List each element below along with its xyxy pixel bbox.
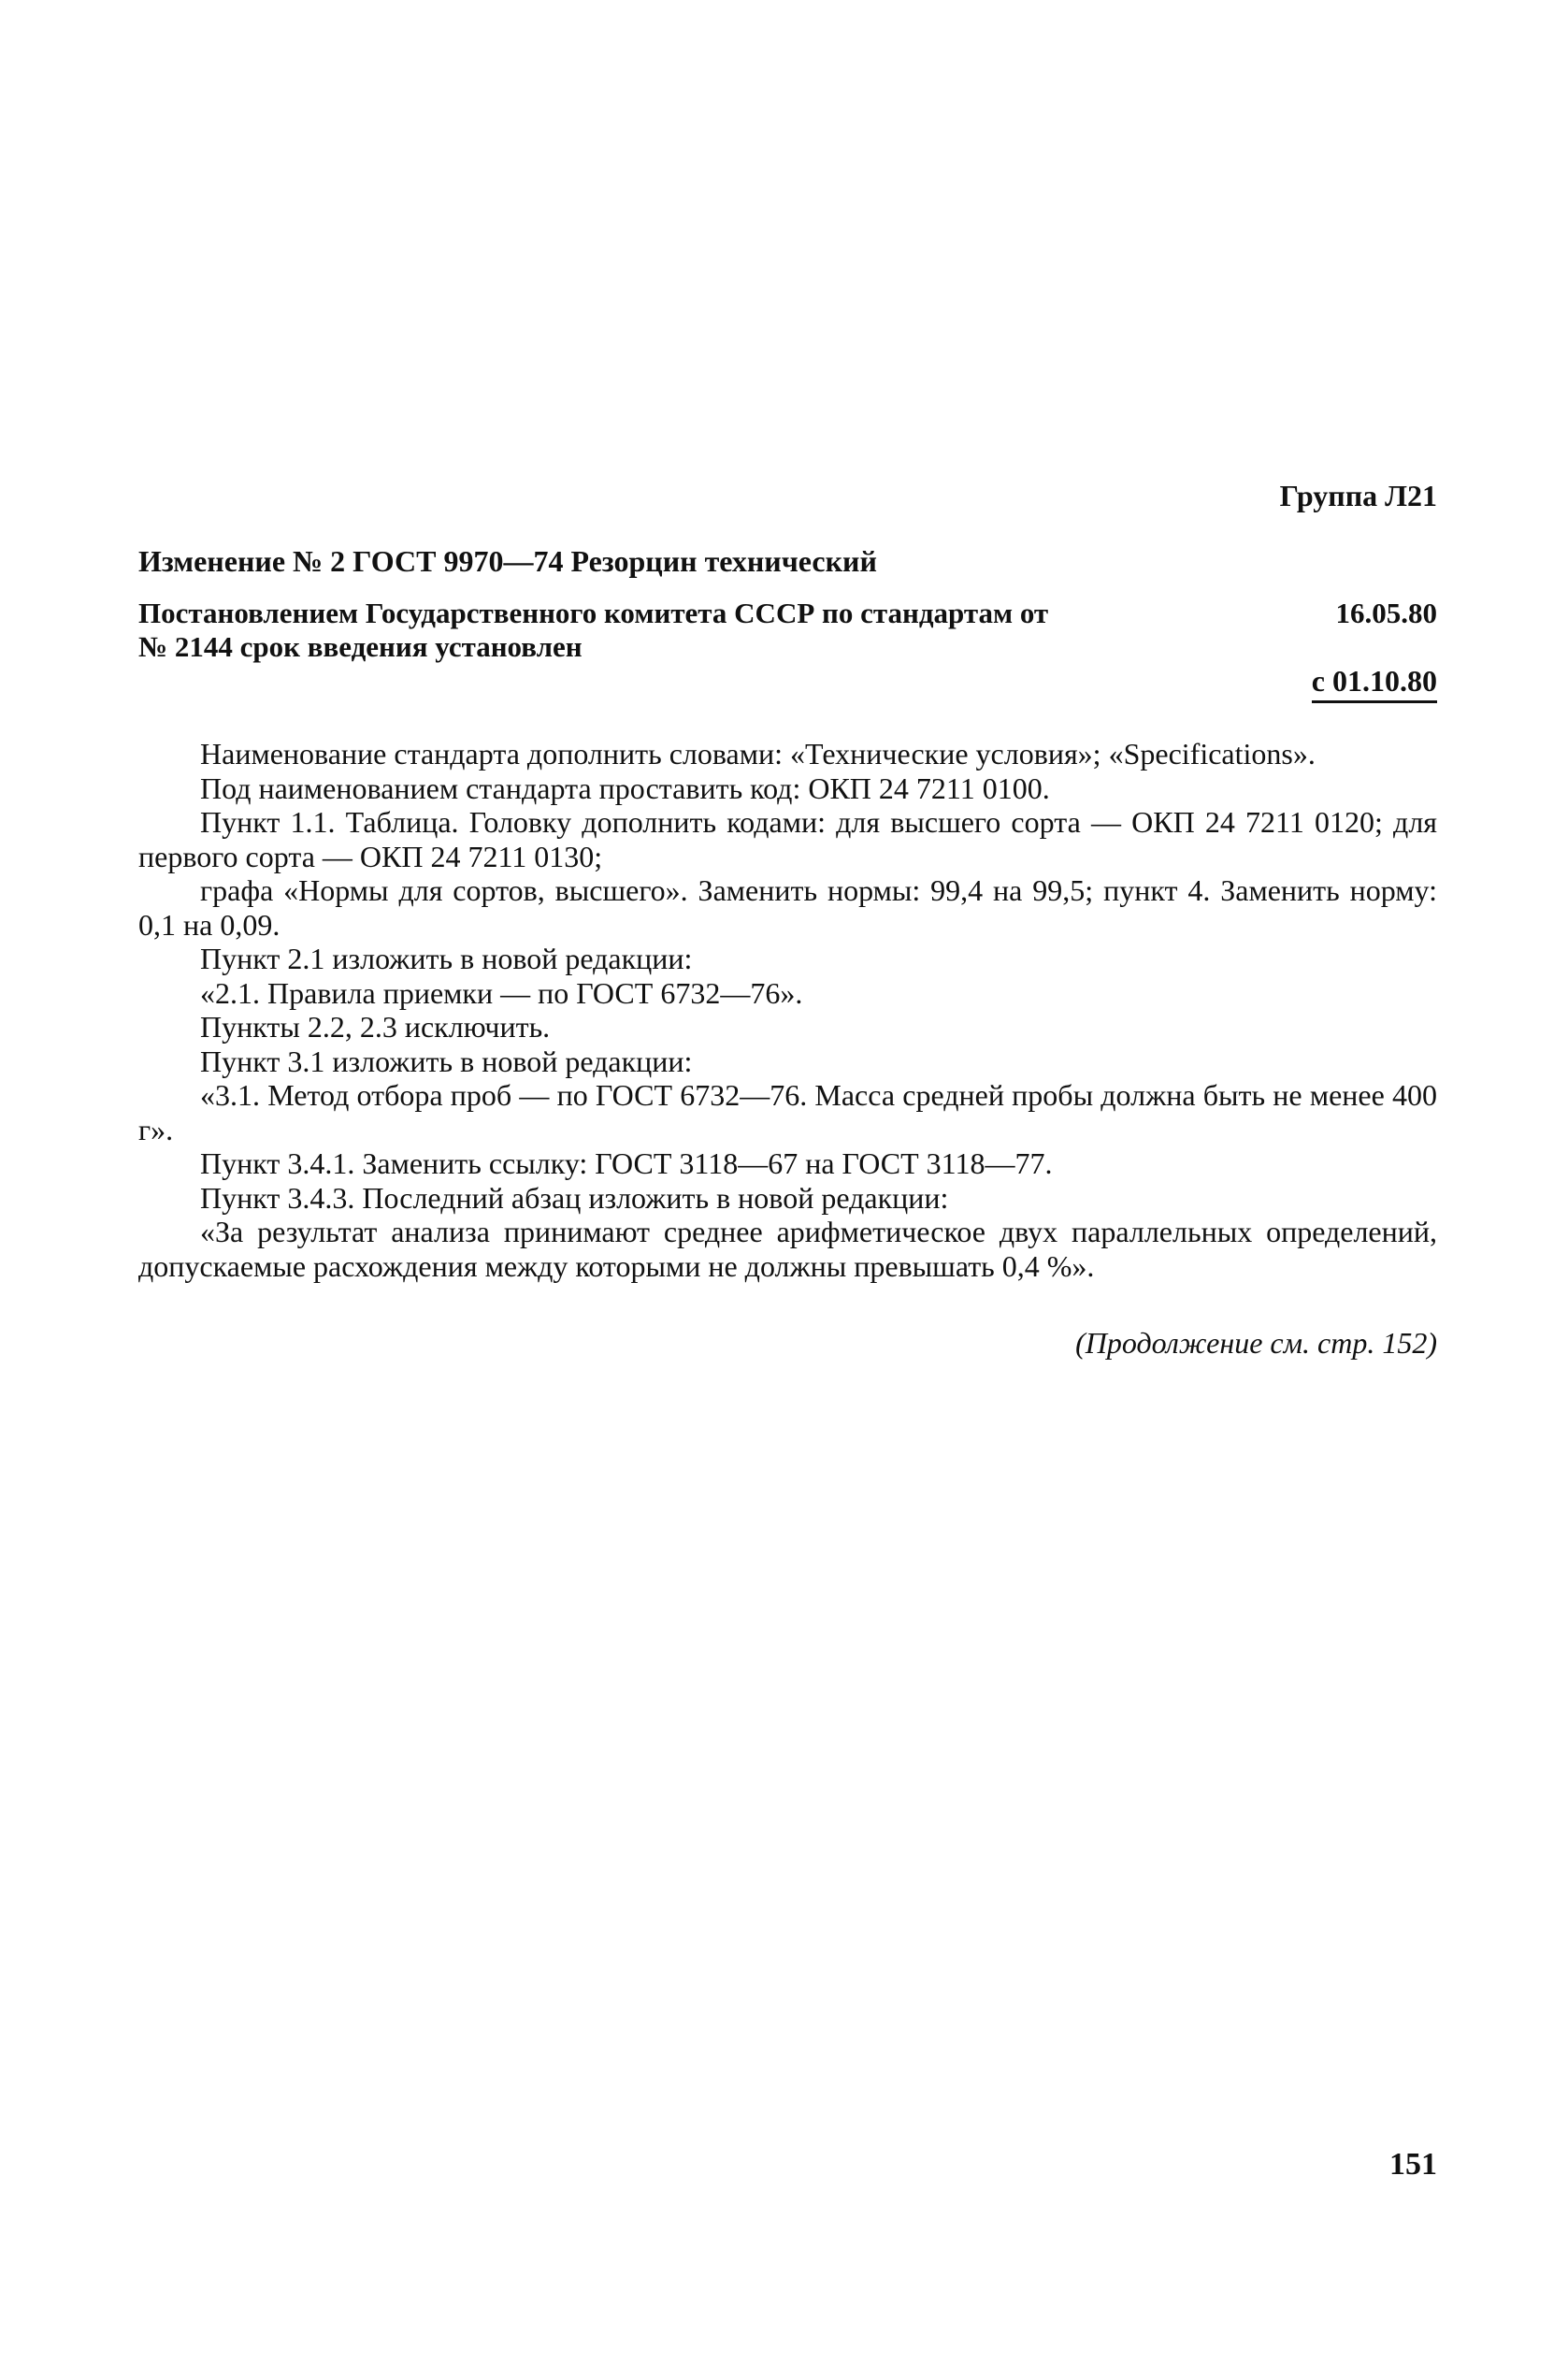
page-number: 151	[1389, 2147, 1437, 2182]
paragraph: «За результат анализа принимают среднее арифметическое двух параллельных определений, допускаемые расхождения между которыми не должны превышать 0,4 %».	[138, 1215, 1437, 1283]
paragraph: «2.1. Правила приемки — по ГОСТ 6732—76».	[200, 975, 803, 1010]
paragraph: Пункт 2.1 изложить в новой редакции:	[200, 942, 693, 975]
paragraph: Под наименованием стандарта проставить код: ОКП 24 7211 0100.	[200, 771, 1050, 805]
paragraph: графа «Нормы для сортов, высшего». Заменить нормы: 99,4 на 99,5; пункт 4. Заменить норму: 0,1 на 0,09.	[138, 873, 1437, 942]
group-code: Группа Л21	[1279, 479, 1437, 512]
resolution-line-1	[138, 597, 1437, 630]
resolution-date: 16.05.80	[1335, 597, 1437, 629]
document-title: Изменение № 2 ГОСТ 9970—74 Резорцин технический	[138, 544, 877, 578]
effective-date: с 01.10.80	[1312, 664, 1437, 703]
paragraph: Пункт 3.1 изложить в новой редакции:	[200, 1044, 693, 1078]
resolution-text: Постановлением Государственного комитета СССР по стандартам от	[138, 597, 1049, 629]
continuation-note: (Продолжение см. стр. 152)	[1075, 1326, 1437, 1360]
resolution-block	[138, 597, 1437, 664]
resolution-line-2: № 2144 срок введения установлен	[138, 630, 583, 663]
paragraph: Наименование стандарта дополнить словами: «Технические условия»; «Specifications».	[200, 737, 1316, 771]
paragraph: Пункт 1.1. Таблица. Головку дополнить кодами: для высшего сорта — ОКП 24 7211 0120; для первого сорта — ОКП 24 7211 0130;	[138, 805, 1437, 873]
paragraph: Пункт 3.4.1. Заменить ссылку: ГОСТ 3118—67 на ГОСТ 3118—77.	[200, 1146, 1053, 1180]
paragraph: Пункт 3.4.3. Последний абзац изложить в новой редакции:	[200, 1180, 949, 1215]
amendment-body	[138, 737, 1437, 1283]
paragraph: Пункты 2.2, 2.3 исключить.	[200, 1010, 551, 1044]
paragraph: «3.1. Метод отбора проб — по ГОСТ 6732—76. Масса средней пробы должна быть не менее 400 г».	[138, 1078, 1437, 1146]
